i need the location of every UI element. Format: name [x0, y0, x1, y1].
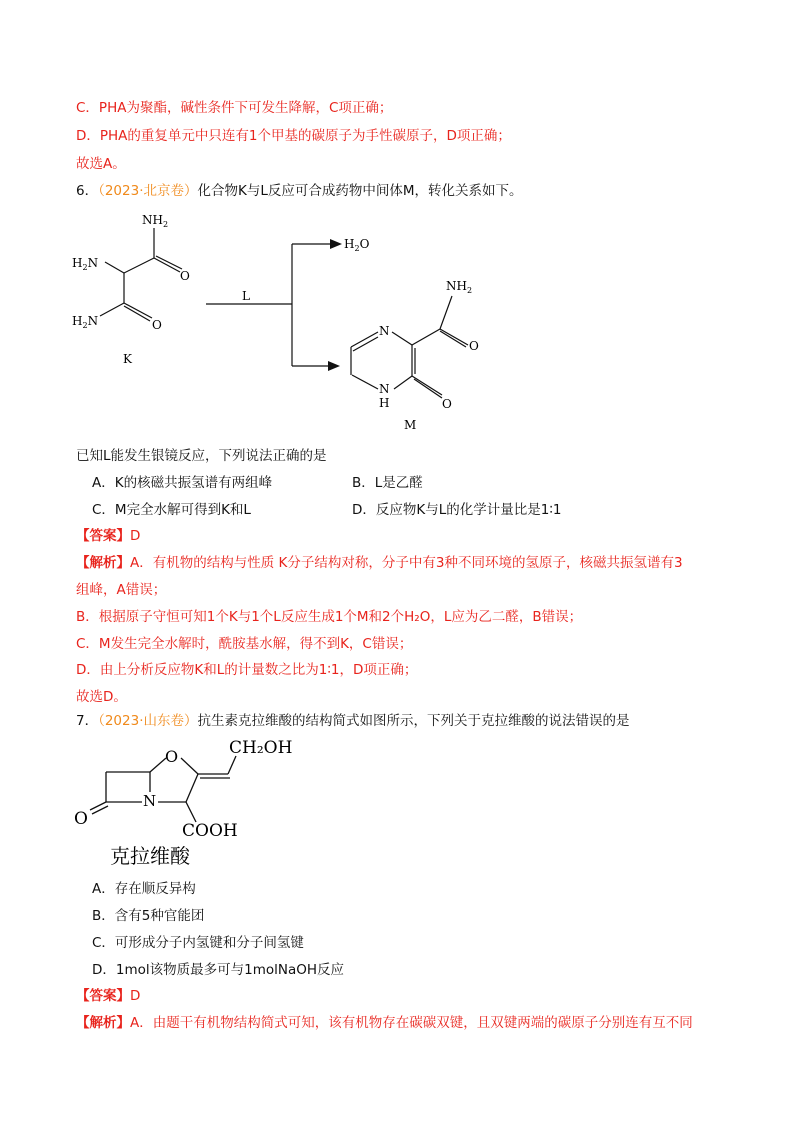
q6-analysis-tag: 【解析】	[76, 555, 130, 571]
q7-answer-tag: 【答案】	[76, 988, 130, 1004]
q5-option-c-analysis: C．PHA为聚酯，碱性条件下可发生降解，C项正确；	[76, 100, 393, 116]
q5-conclusion: 故选A。	[76, 156, 126, 172]
ch2oh-group: CH₂OH	[229, 738, 293, 758]
q6-option-c: C．M完全水解可得到K和L	[92, 502, 251, 518]
k-nh2-top: $NH_2$	[142, 213, 169, 229]
reagent-l: L	[242, 289, 250, 303]
ring-nitrogen: N	[143, 792, 157, 810]
q7-option-d: D．1mol该物质最多可与1molNaOH反应	[92, 962, 345, 978]
m-nh2: $NH_2$	[446, 279, 473, 295]
q7-analysis-tag: 【解析】	[76, 1015, 130, 1031]
q6-analysis-line-6: 故选D。	[76, 689, 127, 705]
q6-option-a: A．K的核磁共振氢谱有两组峰	[92, 475, 273, 491]
q7-analysis-line-1: 【解析】A．由题干有机物结构简式可知，该有机物存在碳碳双键，且双键两端的碳原子分别连有互不同	[76, 1015, 693, 1031]
q6-option-d: D．反应物K与L的化学计量比是1∶1	[352, 502, 562, 518]
k-h2n-bottom: $H_2N$	[72, 314, 99, 330]
water-label: $H_2O$	[344, 237, 370, 253]
q6-analysis-line-1: 【解析】A．有机物的结构与性质 K分子结构对称，分子中有3种不同环境的氢原子，核磁共振氢谱有3	[76, 555, 683, 571]
k-carbonyl-o-2: O	[152, 318, 162, 332]
k-carbonyl-o-1: O	[180, 269, 190, 283]
q7-stem-line	[76, 711, 630, 731]
q6-question: 已知L能发生银镜反应，下列说法正确的是	[76, 448, 327, 464]
m-nh-h: H	[379, 396, 390, 410]
q7-answer-value: D	[130, 988, 141, 1004]
ring-oxygen: O	[165, 747, 179, 766]
m-nh-n: N	[379, 382, 390, 396]
q7-stem: 抗生素克拉维酸的结构简式如图所示，下列关于克拉维酸的说法错误的是	[197, 713, 630, 729]
q6-reaction-scheme	[60, 200, 500, 440]
q6-analysis-line-3: B．根据原子守恒可知1个K与1个L反应生成1个M和2个H₂O，L应为乙二醛，B错误；	[76, 609, 583, 625]
m-carbonyl-o-1: O	[469, 339, 479, 353]
label-m: M	[404, 418, 417, 432]
q6-answer-tag: 【答案】	[76, 528, 130, 544]
q6-stem-line	[76, 181, 523, 201]
cooh-group: COOH	[182, 821, 238, 841]
q7-option-a: A．存在顺反异构	[92, 881, 196, 897]
label-k: K	[123, 352, 132, 366]
q6-answer	[76, 526, 140, 546]
q7-option-c: C．可形成分子内氢键和分子间氢键	[92, 935, 304, 951]
q7-answer	[76, 986, 140, 1006]
q6-option-b: B．L是乙醛	[352, 475, 423, 491]
compound-name: 克拉维酸	[110, 844, 190, 868]
lactam-oxygen: O	[74, 809, 88, 829]
q6-source: （2023·北京卷）	[98, 183, 198, 199]
q5-option-d-analysis: D．PHA的重复单元中只连有1个甲基的碳原子为手性碳原子，D项正确；	[76, 128, 511, 144]
q6-analysis-line-5: D．由上分析反应物K和L的计量数之比为1∶1，D项正确；	[76, 662, 418, 678]
q6-analysis-line-2: 组峰，A错误；	[76, 582, 167, 598]
q6-stem: 化合物K与L反应可合成药物中间体M，转化关系如下。	[197, 183, 523, 199]
m-ring-n: N	[379, 324, 390, 338]
q7-number: 7．	[76, 713, 99, 729]
q7-option-b: B．含有5种官能团	[92, 908, 205, 924]
q6-answer-value: D	[130, 528, 141, 544]
q7-source: （2023·山东卷）	[98, 713, 198, 729]
m-carbonyl-o-2: O	[442, 397, 452, 411]
q6-number: 6．	[76, 183, 99, 199]
k-h2n-left: $H_2N$	[72, 256, 99, 272]
q7-clavulanic-acid-structure	[66, 730, 326, 870]
q6-analysis-line-4: C．M发生完全水解时，酰胺基水解，得不到K，C错误；	[76, 636, 413, 652]
